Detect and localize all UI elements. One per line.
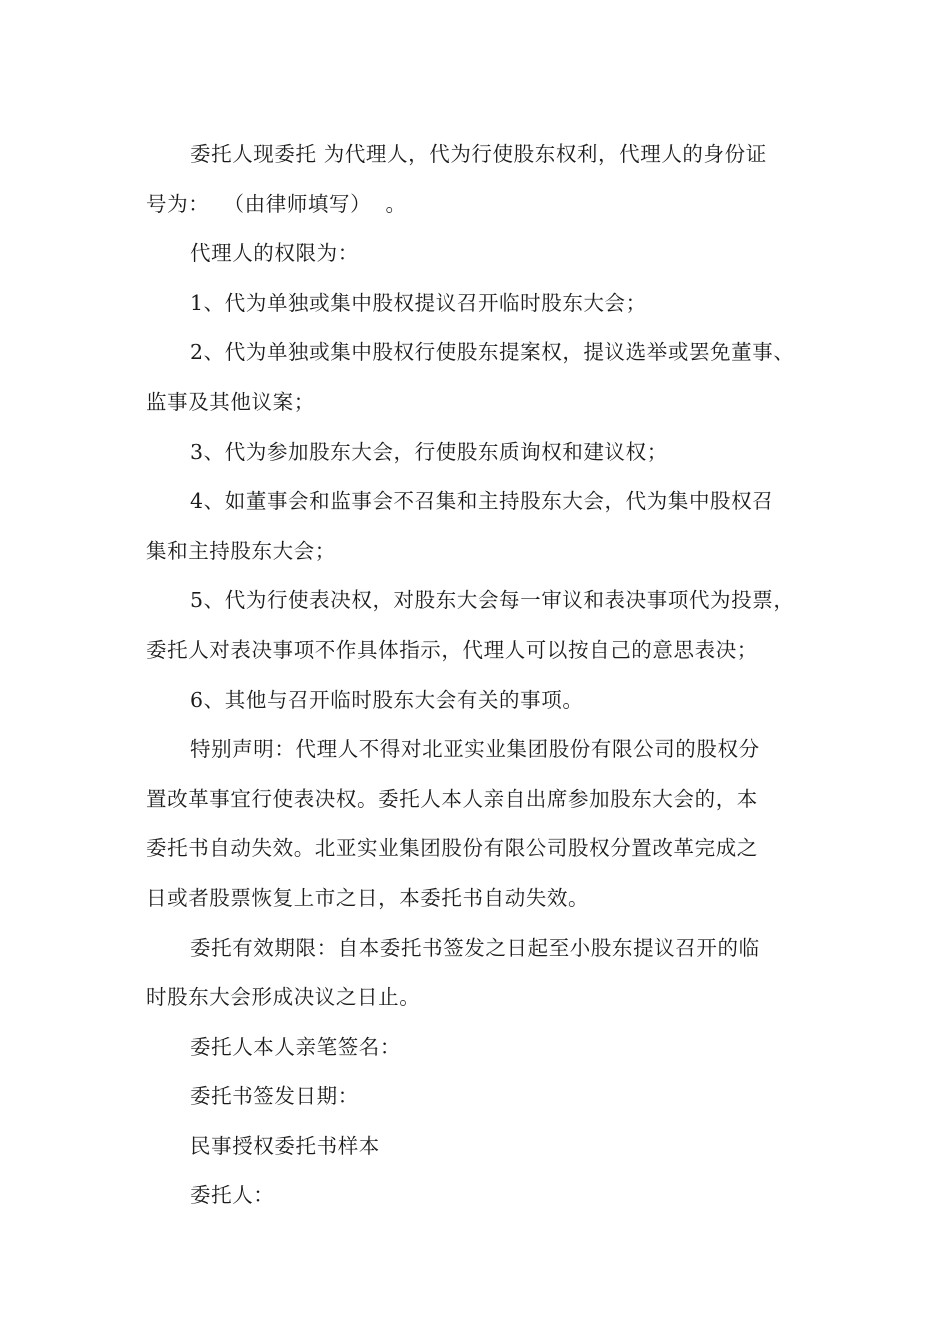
text-line: 日或者股票恢复上市之日，本委托书自动失效。 bbox=[146, 885, 590, 910]
text-line: 5、代为行使表决权，对股东大会每一审议和表决事项代为投票， bbox=[190, 588, 795, 613]
text-line: 1、代为单独或集中股权提议召开临时股东大会； bbox=[190, 290, 647, 315]
paragraph-principal bbox=[146, 1171, 810, 1221]
text-line: 2、代为单独或集中股权行使股东提案权，提议选举或罢免董事、 bbox=[190, 340, 795, 365]
paragraph-item-6 bbox=[146, 676, 810, 726]
paragraph-authority-heading bbox=[146, 229, 810, 279]
paragraph-item-1 bbox=[146, 279, 810, 329]
text-line: 3、代为参加股东大会，行使股东质询权和建议权； bbox=[190, 439, 668, 464]
paragraph-item-5 bbox=[146, 576, 810, 675]
paragraph-item-3 bbox=[146, 428, 810, 478]
text-line: 特别声明：代理人不得对北亚实业集团股份有限公司的股权分 bbox=[190, 737, 760, 762]
paragraph-sample-title bbox=[146, 1122, 810, 1172]
text-line: 委托书自动失效。北亚实业集团股份有限公司股权分置改革完成之 bbox=[146, 836, 758, 861]
paragraph-entrust-statement bbox=[146, 130, 810, 229]
text-line: 委托有效期限：自本委托书签发之日起至小股东提议召开的临 bbox=[190, 935, 760, 960]
paragraph-validity-period bbox=[146, 924, 810, 1023]
text-line: 民事授权委托书样本 bbox=[190, 1133, 380, 1158]
text-line: 6、其他与召开临时股东大会有关的事项。 bbox=[190, 687, 584, 712]
paragraph-issue-date bbox=[146, 1072, 810, 1122]
text-line: 集和主持股东大会； bbox=[146, 538, 336, 563]
text-line: 委托人对表决事项不作具体指示，代理人可以按自己的意思表决； bbox=[146, 637, 758, 662]
text-line: 置改革事宜行使表决权。委托人本人亲自出席参加股东大会的，本 bbox=[146, 786, 758, 811]
text-line: 委托人现委托 为代理人，代为行使股东权利，代理人的身份证 bbox=[190, 142, 767, 166]
paragraph-item-2 bbox=[146, 328, 810, 427]
document-body bbox=[146, 130, 810, 1221]
text-line: 代理人的权限为： bbox=[190, 241, 359, 266]
text-line: 监事及其他议案； bbox=[146, 389, 315, 414]
paragraph-special-statement bbox=[146, 725, 810, 923]
paragraph-signature bbox=[146, 1023, 810, 1073]
text-line: 时股东大会形成决议之日止。 bbox=[146, 985, 421, 1010]
text-line: 委托书签发日期： bbox=[190, 1084, 359, 1109]
text-line: 号为： （由律师填写） 。 bbox=[146, 191, 407, 216]
text-line: 委托人本人亲笔签名： bbox=[190, 1034, 401, 1059]
text-line: 4、如董事会和监事会不召集和主持股东大会，代为集中股权召 bbox=[190, 489, 774, 514]
text-line: 委托人： bbox=[190, 1183, 275, 1208]
paragraph-item-4 bbox=[146, 477, 810, 576]
